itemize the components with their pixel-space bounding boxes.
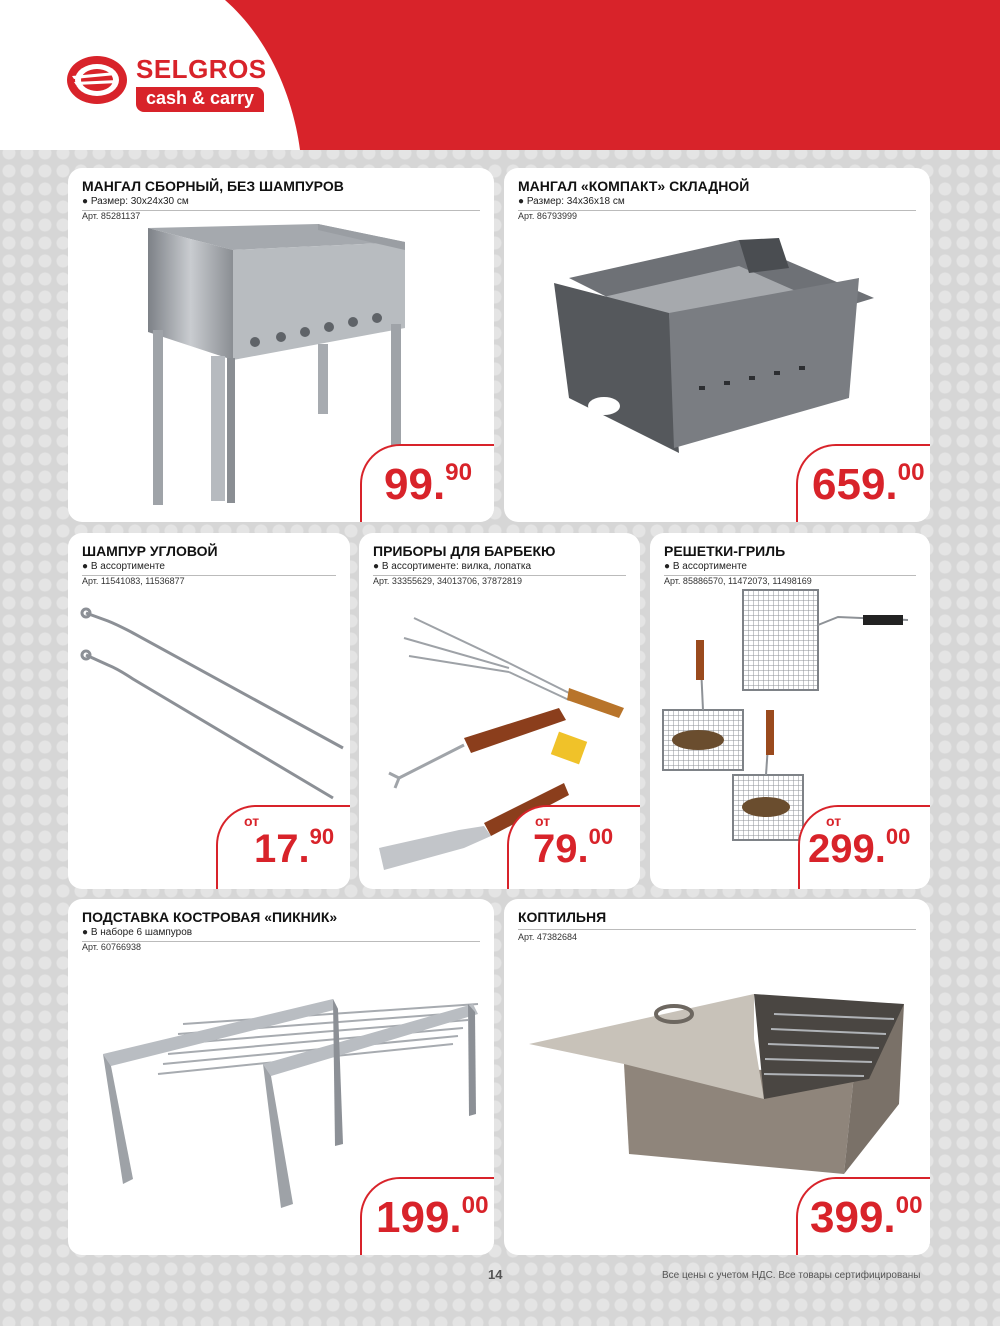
divider xyxy=(82,210,480,211)
product-card-skewer[interactable] xyxy=(68,533,350,889)
product-title: ШАМПУР УГЛОВОЙ xyxy=(82,543,218,559)
price-tag xyxy=(796,1177,930,1255)
product-card-campfire-stand[interactable] xyxy=(68,899,494,1255)
product-article: Арт. 86793999 xyxy=(518,211,577,221)
price-tag xyxy=(216,805,350,889)
price-prefix: от xyxy=(826,813,842,829)
product-spec: ● Размер: 30х24х30 см xyxy=(82,196,189,207)
price-value xyxy=(376,1193,489,1243)
price-integer: 17. xyxy=(254,827,310,871)
price-prefix: от xyxy=(244,813,260,829)
vat-note: Все цены с учетом НДС. Все товары сертифицированы xyxy=(662,1270,921,1281)
price-integer: 79. xyxy=(533,827,589,871)
price-tag xyxy=(796,444,930,522)
price-value xyxy=(533,824,614,872)
price-tag xyxy=(360,444,494,522)
logo-mark-icon xyxy=(66,54,128,106)
divider xyxy=(518,210,916,211)
selgros-logo[interactable] xyxy=(66,54,276,118)
price-value xyxy=(808,824,911,872)
price-decimal: 90 xyxy=(309,824,335,850)
page-header xyxy=(0,0,1000,150)
price-value xyxy=(254,824,335,872)
price-integer: 99. xyxy=(384,460,446,509)
price-value xyxy=(384,460,472,510)
product-article: Арт. 11541083, 11536877 xyxy=(82,576,185,586)
price-decimal: 00 xyxy=(588,824,614,850)
product-article: Арт. 85281137 xyxy=(82,211,141,221)
page-number: 14 xyxy=(488,1267,503,1282)
product-article: Арт. 60766938 xyxy=(82,942,141,952)
divider xyxy=(82,941,480,942)
product-card-grill-grates[interactable] xyxy=(650,533,930,889)
product-title: ПОДСТАВКА КОСТРОВАЯ «ПИКНИК» xyxy=(82,909,338,925)
product-article: Арт. 33355629, 34013706, 37872819 xyxy=(373,576,523,586)
skewers-image xyxy=(78,603,348,803)
price-integer: 299. xyxy=(808,827,886,871)
product-title: КОПТИЛЬНЯ xyxy=(518,909,607,925)
logo-tagline: cash & carry xyxy=(136,87,264,112)
product-title: РЕШЕТКИ-ГРИЛЬ xyxy=(664,543,786,559)
price-integer: 399. xyxy=(810,1193,896,1242)
product-article: Арт. 47382684 xyxy=(518,932,577,942)
product-card-grill-compact[interactable] xyxy=(504,168,930,522)
product-article: Арт. 85886570, 11472073, 11498169 xyxy=(664,576,812,586)
product-spec: ● В наборе 6 шампуров xyxy=(82,927,193,938)
price-decimal: 00 xyxy=(895,1191,923,1219)
divider xyxy=(518,929,916,930)
grill-compact-image xyxy=(549,238,879,468)
price-tag xyxy=(507,805,640,889)
smoker-image xyxy=(524,984,914,1204)
product-title: ПРИБОРЫ ДЛЯ БАРБЕКЮ xyxy=(373,543,556,559)
product-card-smoker[interactable] xyxy=(504,899,930,1255)
price-decimal: 00 xyxy=(461,1191,489,1219)
product-spec: ● В ассортименте xyxy=(664,561,747,572)
price-integer: 199. xyxy=(376,1193,462,1242)
product-spec: ● Размер: 34х36х18 см xyxy=(518,196,625,207)
price-prefix: от xyxy=(535,813,551,829)
product-spec: ● В ассортименте: вилка, лопатка xyxy=(373,561,532,572)
price-tag xyxy=(798,805,930,889)
product-card-bbq-tools[interactable] xyxy=(359,533,640,889)
price-decimal: 00 xyxy=(897,458,925,486)
price-value xyxy=(812,460,925,510)
price-integer: 659. xyxy=(812,460,898,509)
price-value xyxy=(810,1193,923,1243)
price-tag xyxy=(360,1177,494,1255)
price-decimal: 90 xyxy=(445,458,473,486)
logo-brand-name: SELGROS xyxy=(136,54,267,84)
product-spec: ● В ассортименте xyxy=(82,561,165,572)
product-title: МАНГАЛ «КОМПАКТ» СКЛАДНОЙ xyxy=(518,178,750,194)
product-title: МАНГАЛ СБОРНЫЙ, БЕЗ ШАМПУРОВ xyxy=(82,178,344,194)
product-card-grill-assembled[interactable] xyxy=(68,168,494,522)
price-decimal: 00 xyxy=(885,824,911,850)
